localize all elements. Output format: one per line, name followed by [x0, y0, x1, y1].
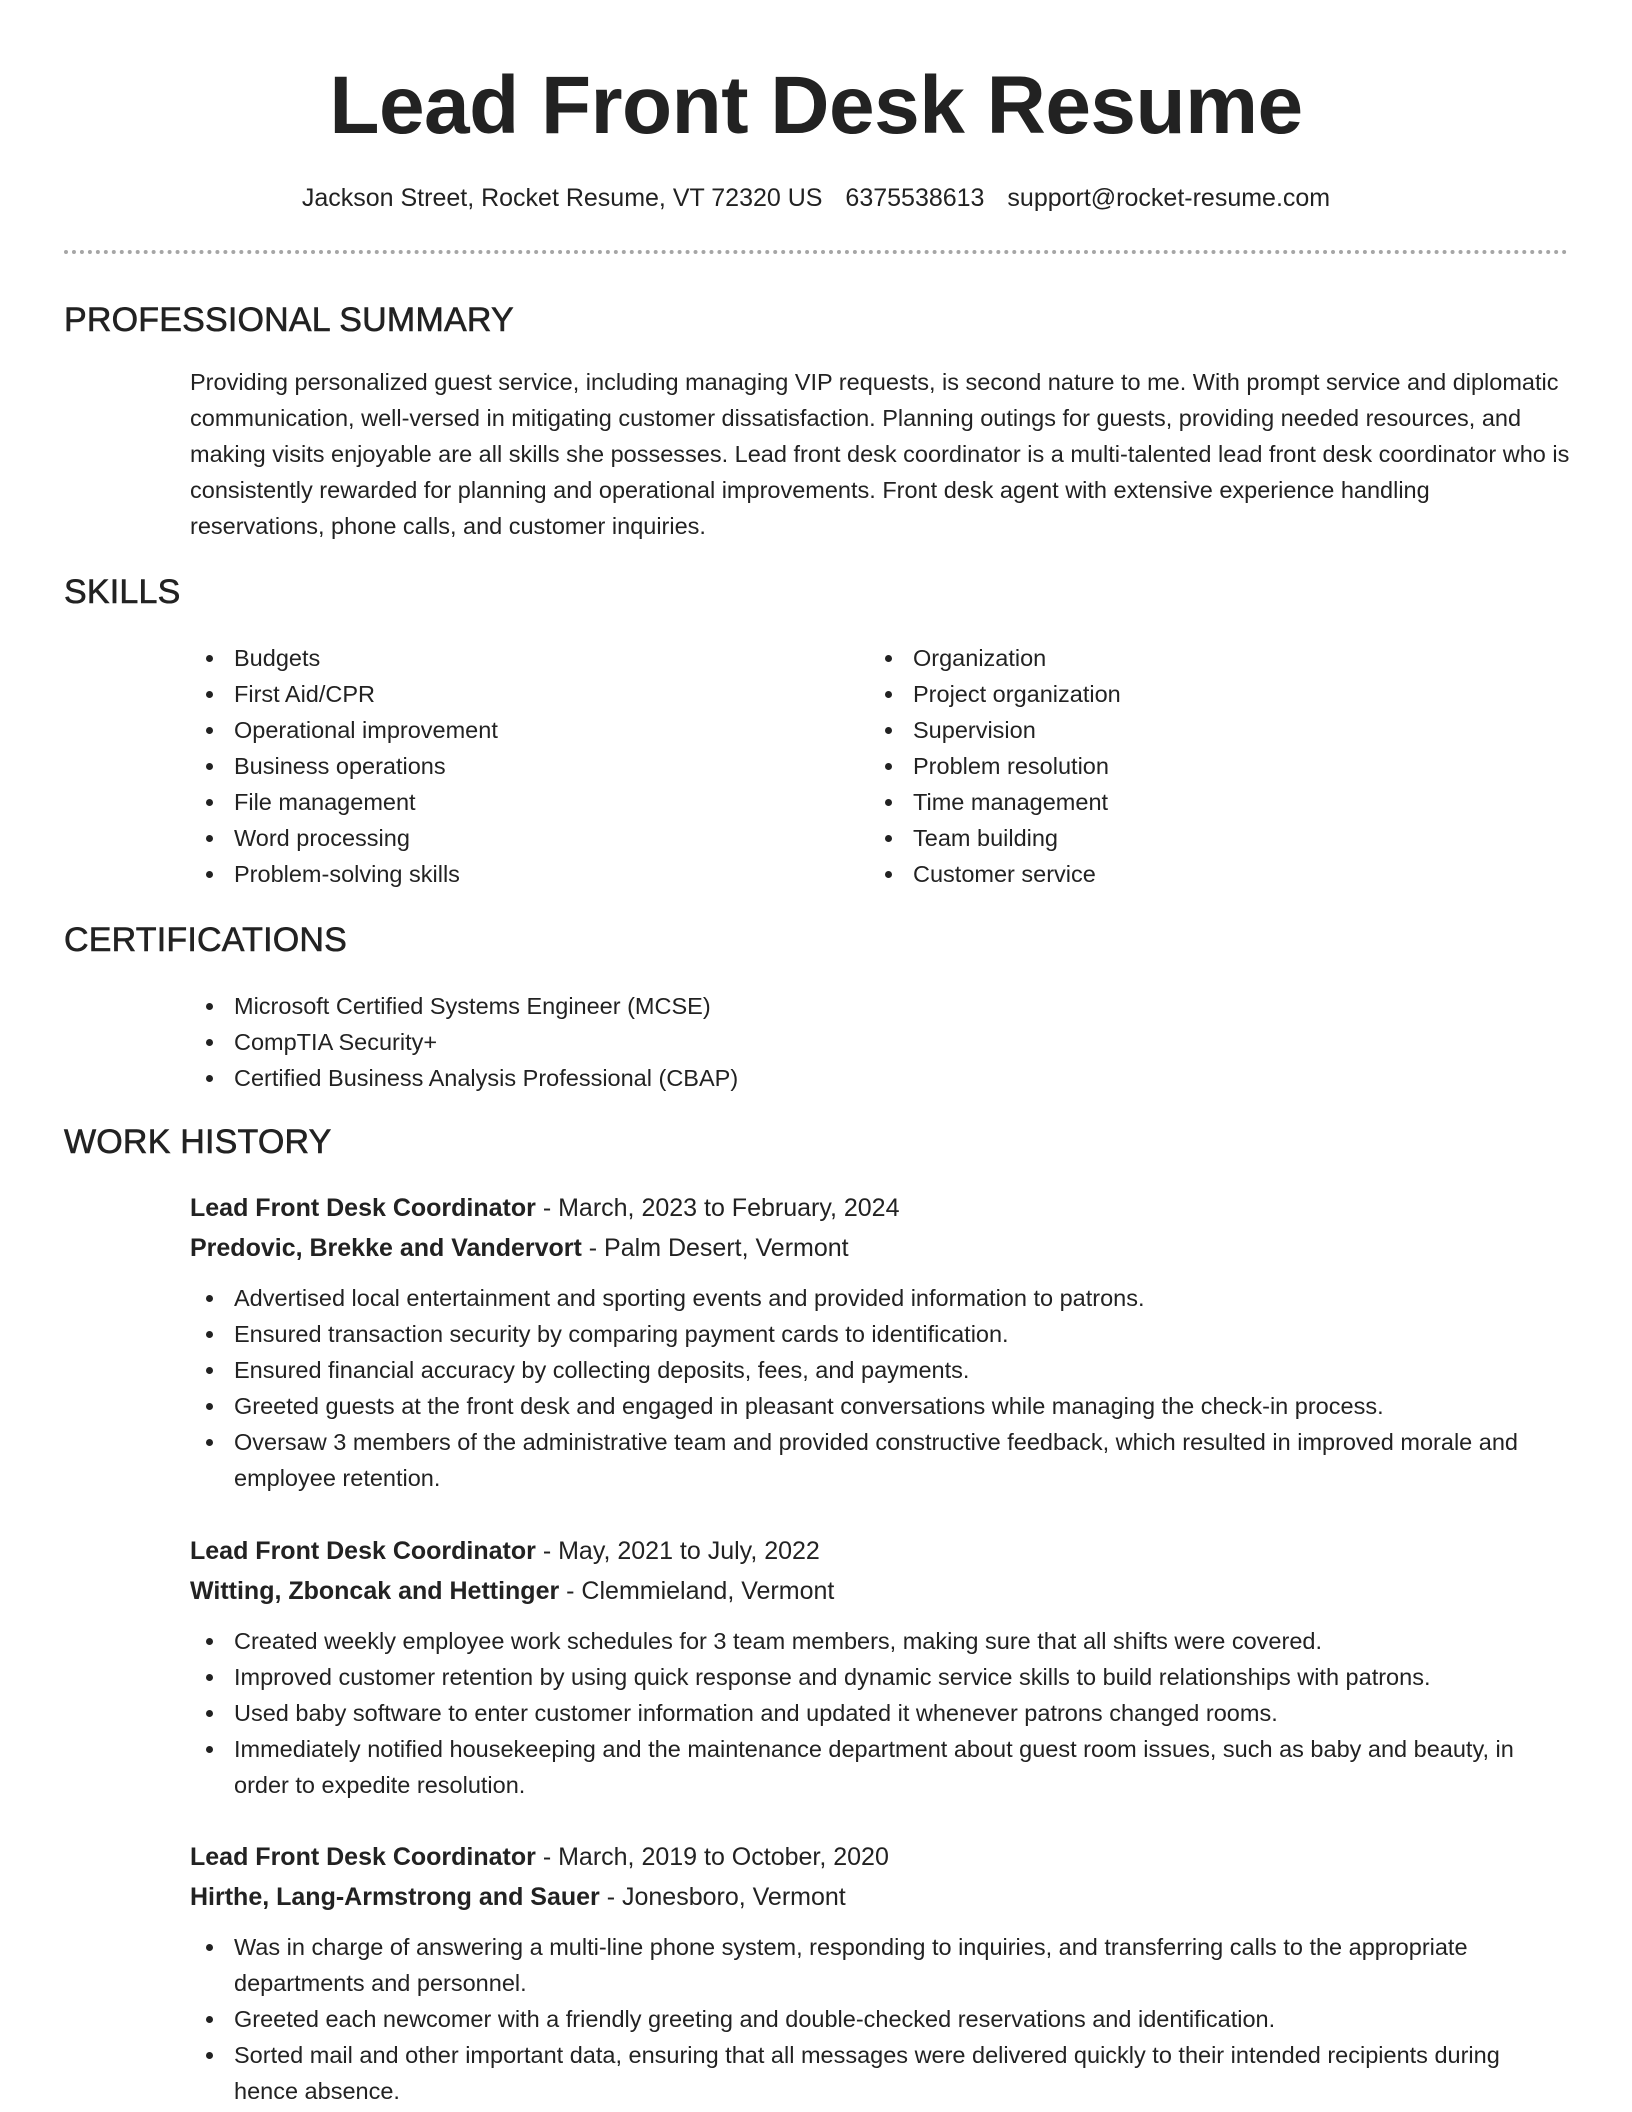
job-title: Lead Front Desk Coordinator	[190, 1537, 536, 1565]
job-company: Hirthe, Lang-Armstrong and Sauer	[190, 1883, 600, 1911]
job-location: - Palm Desert, Vermont	[581, 1234, 849, 1262]
job-duties-list	[190, 1929, 1570, 2109]
certification-item: Certified Business Analysis Professional (CBAP)	[190, 1060, 1490, 1096]
job-title: Lead Front Desk Coordinator	[190, 1843, 536, 1871]
summary-text: Providing personalized guest service, including managing VIP requests, is second nature to me. With prompt service and diplomatic communication, well-versed in mitigating customer dissatisfaction. Planning outings for guests, providing needed resources, and making visits enjoyable are all skills she possesses. Lead front desk coordinator is a multi-talented lead front desk coordinator who is consistently rewarded for planning and operational improvements. Front desk agent with extensive experience handling reservations, phone calls, and customer inquiries.	[190, 369, 1570, 539]
job-duty: Greeted each newcomer with a friendly greeting and double-checked reservations and identification.	[190, 2001, 1570, 2037]
skill-item: Problem-solving skills	[190, 856, 830, 892]
job-location: - Jonesboro, Vermont	[599, 1883, 846, 1911]
job-company: Witting, Zboncak and Hettinger	[190, 1577, 560, 1605]
job-dates: - May, 2021 to July, 2022	[535, 1537, 820, 1565]
job-duty: Sorted mail and other important data, ensuring that all messages were delivered quickly to their intended recipients during hence absence.	[190, 2037, 1570, 2109]
skill-item: Organization	[869, 640, 1509, 676]
job-duties-list	[190, 1280, 1570, 1496]
skill-item: First Aid/CPR	[190, 676, 830, 712]
skill-item: Budgets	[190, 640, 830, 676]
skill-item: Time management	[869, 784, 1509, 820]
job-duties-list	[190, 1623, 1570, 1803]
contact-line	[0, 180, 1632, 216]
skill-item: File management	[190, 784, 830, 820]
job-title: Lead Front Desk Coordinator	[190, 1194, 536, 1222]
resume-title: Lead Front Desk Resume	[329, 60, 1303, 151]
certification-item: Microsoft Certified Systems Engineer (MCSE)	[190, 988, 1490, 1024]
job-dates: - March, 2019 to October, 2020	[535, 1843, 889, 1871]
job-duty: Ensured financial accuracy by collecting deposits, fees, and payments.	[190, 1352, 1570, 1388]
skill-item: Project organization	[869, 676, 1509, 712]
certifications-list	[190, 988, 1490, 1096]
contact-address: Jackson Street, Rocket Resume, VT 72320 US	[301, 184, 823, 212]
contact-phone: 6375538613	[845, 184, 985, 212]
section-heading-summary: PROFESSIONAL SUMMARY	[64, 301, 514, 339]
job-duty: Oversaw 3 members of the administrative team and provided constructive feedback, which resulted in improved morale and employee retention.	[190, 1424, 1570, 1496]
section-heading-certifications: CERTIFICATIONS	[64, 921, 348, 959]
job-duty: Used baby software to enter customer information and updated it whenever patrons changed rooms.	[190, 1695, 1570, 1731]
job-duty: Was in charge of answering a multi-line phone system, responding to inquiries, and transferring calls to the appropriate departments and personnel.	[190, 1929, 1570, 2001]
job-company: Predovic, Brekke and Vandervort	[190, 1234, 582, 1262]
header-divider	[64, 250, 1568, 254]
skill-item: Supervision	[869, 712, 1509, 748]
skill-item: Business operations	[190, 748, 830, 784]
job-title-line	[190, 1837, 1570, 1877]
job-duty: Improved customer retention by using quick response and dynamic service skills to build relationships with patrons.	[190, 1659, 1570, 1695]
skill-item: Problem resolution	[869, 748, 1509, 784]
job-entry	[190, 1188, 1570, 1496]
certification-item: CompTIA Security+	[190, 1024, 1490, 1060]
job-company-line	[190, 1571, 1570, 1611]
job-duty: Advertised local entertainment and sporting events and provided information to patrons.	[190, 1280, 1570, 1316]
section-heading-work-history: WORK HISTORY	[64, 1123, 332, 1161]
job-company-line	[190, 1228, 1570, 1268]
job-duty: Immediately notified housekeeping and the maintenance department about guest room issues, such as baby and beauty, in order to expedite resolution.	[190, 1731, 1570, 1803]
job-dates: - March, 2023 to February, 2024	[535, 1194, 900, 1222]
job-title-line	[190, 1531, 1570, 1571]
skill-item: Operational improvement	[190, 712, 830, 748]
section-heading-skills: SKILLS	[64, 573, 181, 611]
skill-item: Team building	[869, 820, 1509, 856]
job-entry	[190, 1531, 1570, 1803]
contact-email: support@rocket-resume.com	[1007, 184, 1331, 212]
skills-list-left	[190, 640, 830, 892]
job-duty: Greeted guests at the front desk and engaged in pleasant conversations while managing the check-in process.	[190, 1388, 1570, 1424]
job-entry	[190, 1837, 1570, 2109]
job-company-line	[190, 1877, 1570, 1917]
job-duty: Ensured transaction security by comparing payment cards to identification.	[190, 1316, 1570, 1352]
skill-item: Word processing	[190, 820, 830, 856]
skills-list-right	[869, 640, 1509, 892]
job-location: - Clemmieland, Vermont	[559, 1577, 835, 1605]
skill-item: Customer service	[869, 856, 1509, 892]
job-duty: Created weekly employee work schedules for 3 team members, making sure that all shifts were covered.	[190, 1623, 1570, 1659]
job-title-line	[190, 1188, 1570, 1228]
